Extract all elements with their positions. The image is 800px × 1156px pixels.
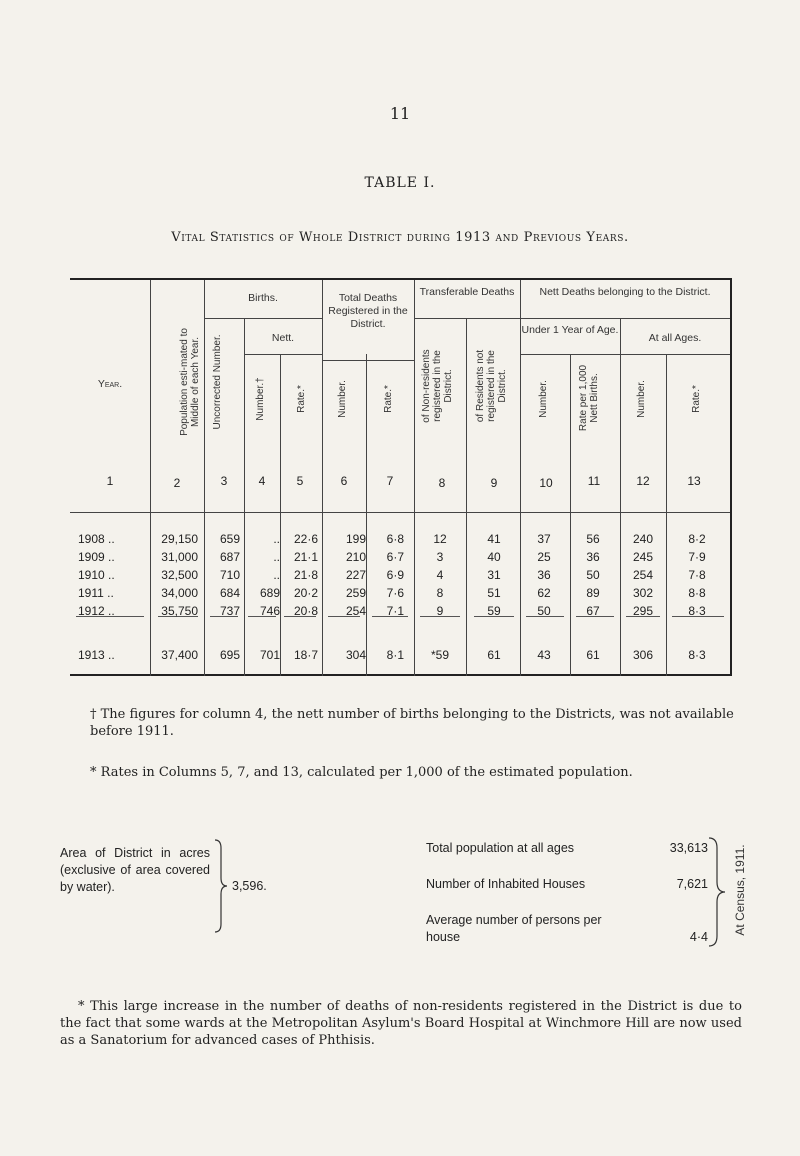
table-cell-unc: 659 bbox=[219, 532, 240, 546]
table-cell-year: 1913 .. bbox=[78, 648, 115, 662]
header-uncorrected: Uncorrected Number. bbox=[212, 334, 223, 430]
table-cell-nett: 746 bbox=[259, 604, 280, 618]
table-cell-u1r: 56 bbox=[586, 532, 600, 546]
table-cell-tdn: 254 bbox=[345, 604, 366, 618]
table-cell-nrate: 21·1 bbox=[293, 550, 318, 564]
table-cell-nett: 689 bbox=[259, 586, 280, 600]
header-nett-number: Number.† bbox=[255, 377, 266, 421]
table-cell-u1r: 89 bbox=[586, 586, 600, 600]
table-cell-aar: 8·3 bbox=[688, 604, 706, 618]
column-number: 10 bbox=[539, 476, 553, 490]
header-nett-rate: Rate.* bbox=[296, 385, 307, 413]
header-td-number: Number. bbox=[337, 380, 348, 418]
census-total-population-label: Total population at all ages bbox=[426, 841, 575, 855]
table-cell-nett: .. bbox=[273, 550, 280, 564]
table-cell-nonres: *59 bbox=[430, 648, 450, 662]
table-cell-tdn: 304 bbox=[345, 648, 366, 662]
table-cell-u1r: 61 bbox=[586, 648, 600, 662]
header-year: Year. bbox=[97, 378, 123, 390]
footnote-dagger: † The figures for column 4, the nett number of births belonging to the Districts, was not available before 1911. bbox=[90, 707, 734, 739]
table-cell-tdr: 8·1 bbox=[386, 648, 404, 662]
table-cell-u1n: 25 bbox=[537, 550, 551, 564]
table-cell-aan: 295 bbox=[632, 604, 654, 618]
table-cell-aar: 8·3 bbox=[688, 648, 706, 662]
table-cell-tdr: 7·6 bbox=[386, 586, 404, 600]
census-total-population-value: 33,613 bbox=[669, 841, 708, 855]
table-subtitle: Vital Statistics of Whole District during 1913 and Previous Years. bbox=[171, 230, 629, 245]
census-houses-value: 7,621 bbox=[676, 877, 708, 891]
header-transferable: Transferable Deaths bbox=[419, 286, 515, 298]
table-cell-aar: 7·8 bbox=[688, 568, 706, 582]
table-cell-year: 1912 .. bbox=[78, 604, 115, 618]
table-cell-u1n: 37 bbox=[537, 532, 551, 546]
header-aa-number: Number. bbox=[636, 380, 647, 418]
table-cell-nrate: 18·7 bbox=[293, 648, 318, 662]
page-number: 11 bbox=[389, 104, 411, 123]
column-number: 3 bbox=[220, 474, 228, 488]
table-cell-resnot: 59 bbox=[487, 604, 501, 618]
table-cell-u1r: 67 bbox=[586, 604, 600, 618]
table-cell-tdn: 199 bbox=[345, 532, 366, 546]
table-cell-nett: .. bbox=[273, 532, 280, 546]
header-under-1: Under 1 Year of Age. bbox=[521, 324, 619, 336]
table-cell-nrate: 20·2 bbox=[293, 586, 318, 600]
table-cell-year: 1909 .. bbox=[78, 550, 115, 564]
table-cell-nonres: 8 bbox=[436, 586, 444, 600]
area-label: Area of District in acres (exclusive of area covered by water). bbox=[60, 846, 210, 894]
table-cell-aar: 7·9 bbox=[688, 550, 706, 564]
header-u1-number: Number. bbox=[538, 380, 549, 418]
table-cell-tdn: 210 bbox=[345, 550, 366, 564]
table-title: TABLE I. bbox=[364, 175, 436, 191]
table-cell-aan: 306 bbox=[632, 648, 654, 662]
census-houses-label: Number of Inhabited Houses bbox=[426, 877, 586, 891]
header-nett: Nett. bbox=[271, 332, 295, 344]
table-cell-nrate: 21·8 bbox=[293, 568, 318, 582]
area-brace bbox=[212, 838, 230, 934]
column-number: 5 bbox=[296, 474, 304, 488]
census-brace bbox=[706, 836, 728, 948]
table-cell-u1n: 43 bbox=[537, 648, 551, 662]
table-cell-aan: 302 bbox=[632, 586, 654, 600]
table-cell-pop: 29,150 bbox=[161, 532, 198, 546]
table-cell-year: 1911 .. bbox=[78, 586, 114, 600]
header-population: Population esti-mated to Middle of each Year. bbox=[179, 328, 201, 436]
table-cell-tdr: 6·8 bbox=[386, 532, 404, 546]
header-all-ages: At all Ages. bbox=[648, 332, 702, 344]
header-births: Births. bbox=[248, 292, 278, 304]
column-number: 4 bbox=[258, 474, 266, 488]
table-cell-u1n: 62 bbox=[537, 586, 551, 600]
column-number: 13 bbox=[687, 474, 701, 488]
table-cell-pop: 35,750 bbox=[161, 604, 198, 618]
table-cell-aan: 254 bbox=[632, 568, 654, 582]
table-cell-year: 1910 .. bbox=[78, 568, 115, 582]
table-cell-nett: .. bbox=[273, 568, 280, 582]
table-cell-nonres: 4 bbox=[436, 568, 444, 582]
column-number: 9 bbox=[490, 476, 498, 490]
table-cell-aar: 8·8 bbox=[688, 586, 706, 600]
census-persons-per-house-label: Average number of persons per house bbox=[426, 913, 602, 944]
column-number: 8 bbox=[438, 476, 446, 490]
header-total-deaths: Total Deaths Registered in the District. bbox=[328, 292, 408, 330]
census-label: At Census, 1911. bbox=[733, 844, 747, 936]
census-persons-per-house-value: 4·4 bbox=[689, 930, 708, 944]
table-cell-tdr: 6·7 bbox=[386, 550, 404, 564]
table-cell-aar: 8·2 bbox=[688, 532, 706, 546]
header-td-rate: Rate.* bbox=[383, 385, 394, 413]
table-cell-tdn: 227 bbox=[345, 568, 366, 582]
table-cell-aan: 240 bbox=[632, 532, 654, 546]
table-cell-pop: 32,500 bbox=[161, 568, 198, 582]
header-residents-not: of Residents not registered in the District. bbox=[475, 349, 508, 423]
table-cell-nonres: 12 bbox=[433, 532, 447, 546]
footnote-star: * Rates in Columns 5, 7, and 13, calculated per 1,000 of the estimated population. bbox=[90, 765, 633, 780]
header-u1-rate: Rate per 1,000 Nett Births. bbox=[578, 364, 600, 432]
table-cell-tdr: 7·1 bbox=[386, 604, 404, 618]
column-number: 7 bbox=[386, 474, 394, 488]
table-cell-nonres: 3 bbox=[436, 550, 444, 564]
table-cell-unc: 687 bbox=[219, 550, 240, 564]
column-number: 11 bbox=[587, 474, 601, 488]
column-number: 6 bbox=[340, 474, 348, 488]
table-cell-u1n: 36 bbox=[537, 568, 551, 582]
table-cell-resnot: 41 bbox=[487, 532, 501, 546]
table-cell-unc: 710 bbox=[219, 568, 240, 582]
table-cell-tdn: 259 bbox=[345, 586, 366, 600]
table-cell-u1n: 50 bbox=[537, 604, 551, 618]
table-cell-unc: 695 bbox=[219, 648, 240, 662]
table-cell-resnot: 40 bbox=[487, 550, 501, 564]
table-cell-pop: 34,000 bbox=[161, 586, 198, 600]
header-non-residents: of Non-residents registered in the District. bbox=[421, 349, 454, 423]
area-value: 3,596. bbox=[232, 879, 267, 893]
footnote-large-increase: * This large increase in the number of deaths of non-residents registered in the District is due to the fact that some wards at the Metropolitan Asylum's Board Hospital at Winchmore Hill are now used as a Sanatorium for advanced cases of Phthisis. bbox=[60, 999, 742, 1048]
table-cell-resnot: 61 bbox=[487, 648, 501, 662]
table-cell-nonres: 9 bbox=[436, 604, 444, 618]
table-cell-aan: 245 bbox=[632, 550, 654, 564]
column-number: 12 bbox=[636, 474, 650, 488]
table-cell-tdr: 6·9 bbox=[386, 568, 404, 582]
table-cell-resnot: 51 bbox=[487, 586, 501, 600]
table-cell-pop: 31,000 bbox=[161, 550, 198, 564]
table-cell-unc: 737 bbox=[219, 604, 240, 618]
table-cell-nrate: 22·6 bbox=[293, 532, 318, 546]
table-cell-u1r: 50 bbox=[586, 568, 600, 582]
header-aa-rate: Rate.* bbox=[691, 385, 702, 413]
table-cell-nett: 701 bbox=[259, 648, 280, 662]
table-cell-year: 1908 .. bbox=[78, 532, 115, 546]
table-cell-u1r: 36 bbox=[586, 550, 600, 564]
table-cell-resnot: 31 bbox=[487, 568, 501, 582]
table-cell-nrate: 20·8 bbox=[293, 604, 318, 618]
column-number: 2 bbox=[173, 476, 181, 490]
header-nett-deaths: Nett Deaths belonging to the District. bbox=[539, 286, 711, 298]
table-cell-pop: 37,400 bbox=[161, 648, 198, 662]
column-number: 1 bbox=[106, 474, 114, 488]
table-cell-unc: 684 bbox=[219, 586, 240, 600]
